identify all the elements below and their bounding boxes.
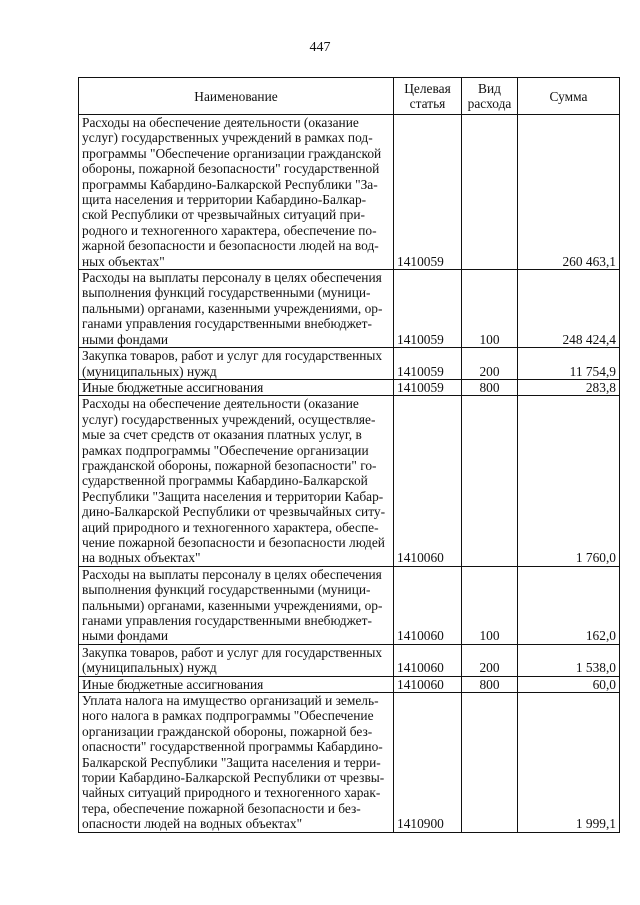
table-row [79, 115, 620, 270]
row-kind [462, 693, 518, 833]
row-target: 1410059 [394, 270, 462, 348]
row-sum: 260 463,1 [518, 115, 620, 270]
row-target: 1410060 [394, 396, 462, 566]
row-name: Уплата налога на имущество организаций и земель- ного налога в рамках подпрограммы "Обеспечение организации гражданской обороны, пожарной без- опасности" государственной программы Кабардино- Балкарской Республики "Защита населения и терри- тории Кабардино-Балкарской Республики от чрезвы- чайных ситуаций природного и техногенного харак- тера, обеспечение пожарной безопасности и без- опасности людей на водных объектах" [79, 693, 394, 833]
header-target: Целевая статья [394, 78, 462, 115]
table-row [79, 566, 620, 644]
header-kind: Вид расхода [462, 78, 518, 115]
row-sum: 11 754,9 [518, 348, 620, 380]
row-target: 1410060 [394, 566, 462, 644]
row-kind: 800 [462, 676, 518, 692]
header-name: Наименование [79, 78, 394, 115]
row-name: Иные бюджетные ассигнования [79, 676, 394, 692]
table-row [79, 270, 620, 348]
table-row [79, 348, 620, 380]
row-kind: 800 [462, 379, 518, 395]
row-kind [462, 115, 518, 270]
row-sum: 1 999,1 [518, 693, 620, 833]
row-kind: 200 [462, 644, 518, 676]
row-kind: 200 [462, 348, 518, 380]
row-target: 1410060 [394, 644, 462, 676]
row-sum: 1 760,0 [518, 396, 620, 566]
table-row [79, 396, 620, 566]
row-sum: 283,8 [518, 379, 620, 395]
row-sum: 60,0 [518, 676, 620, 692]
row-target: 1410060 [394, 676, 462, 692]
page-number: 447 [309, 40, 331, 55]
row-kind: 100 [462, 270, 518, 348]
row-target: 1410059 [394, 348, 462, 380]
table-row [79, 644, 620, 676]
row-sum: 1 538,0 [518, 644, 620, 676]
row-target: 1410900 [394, 693, 462, 833]
row-name: Расходы на обеспечение деятельности (оказание услуг) государственных учреждений в рамках под- программы "Обеспечение организации гражданской обороны, пожарной безопасности" государственной программы Кабардино-Балкарской Республики "За- щита населения и территории Кабардино-Балкар- ской Республики от чрезвычайных ситуаций при- родного и техногенного характера, обеспечение по- жарной безопасности и безопасности людей на вод- ных объектах" [79, 115, 394, 270]
table-row [79, 693, 620, 833]
table-header [79, 78, 620, 115]
row-name: Закупка товаров, работ и услуг для государственных (муниципальных) нужд [79, 348, 394, 380]
row-name: Расходы на обеспечение деятельности (оказание услуг) государственных учреждений, осуществляе- мые за счет средств от оказания платных услуг, в рамках подпрограммы "Обеспечение организации гражданской обороны, пожарной безопасности" го- сударственной программы Кабардино-Балкарской Республики "Защита населения и территории Кабар- дино-Балкарской Республики от чрезвычайных ситу- аций природного и техногенного характера, обеспе- чение пожарной безопасности и безопасности людей на водных объектах" [79, 396, 394, 566]
row-name: Расходы на выплаты персоналу в целях обеспечения выполнения функций государственными (муници- пальными) органами, казенными учреждениями, ор- ганами управления государственными внебюджет- ными фондами [79, 566, 394, 644]
table-row [79, 379, 620, 395]
row-sum: 162,0 [518, 566, 620, 644]
row-kind: 100 [462, 566, 518, 644]
row-sum: 248 424,4 [518, 270, 620, 348]
row-name: Закупка товаров, работ и услуг для государственных (муниципальных) нужд [79, 644, 394, 676]
row-target: 1410059 [394, 379, 462, 395]
row-name: Расходы на выплаты персоналу в целях обеспечения выполнения функций государственными (муници- пальными) органами, казенными учреждениями, ор- ганами управления государственными внебюджет- ными фондами [79, 270, 394, 348]
header-sum: Сумма [518, 78, 620, 115]
table-row [79, 676, 620, 692]
budget-table [78, 77, 620, 833]
row-kind [462, 396, 518, 566]
row-name: Иные бюджетные ассигнования [79, 379, 394, 395]
row-target: 1410059 [394, 115, 462, 270]
